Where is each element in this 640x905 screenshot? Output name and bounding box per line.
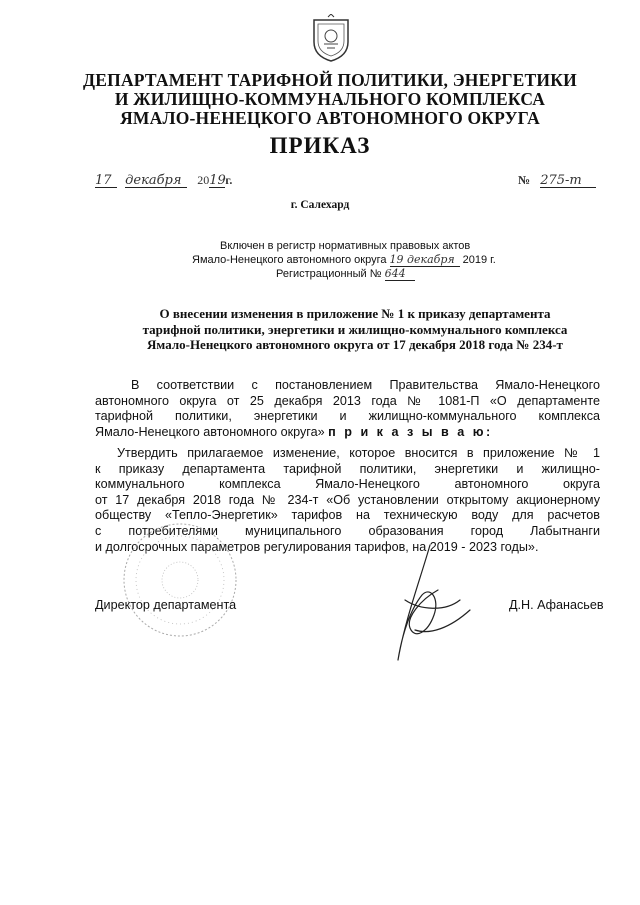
order-date xyxy=(95,173,232,188)
org-name-line-2: И ЖИЛИЩНО-КОММУНАЛЬНОГО КОМПЛЕКСА xyxy=(114,89,546,109)
preamble-paragraph xyxy=(95,378,600,440)
coat-of-arms-icon xyxy=(310,14,352,62)
signatory-position: Директор департамента xyxy=(95,598,237,612)
preamble-line: Ямало-Ненецкого автономного округа» xyxy=(95,424,325,439)
handwritten-signature-icon xyxy=(360,540,480,670)
preamble-line: автономного округа от 25 декабря 2013 года № 1081-П «О департаменте xyxy=(95,393,600,408)
org-name-line-1: ДЕПАРТАМЕНТ ТАРИФНОЙ ПОЛИТИКИ, ЭНЕРГЕТИКИ xyxy=(83,70,577,90)
date-month: декабря xyxy=(125,175,187,188)
registry-line-2-prefix: Ямало-Ненецкого автономного округа xyxy=(192,254,387,266)
order-line: Утвердить прилагаемое изменение, которое вносится в приложение № 1 xyxy=(117,446,600,460)
org-name-line-3: ЯМАЛО-НЕНЕЦКОГО АВТОНОМНОГО ОКРУГА xyxy=(120,108,540,128)
date-year-unit: г. xyxy=(225,173,233,187)
registry-line-2-suffix: 2019 г. xyxy=(462,254,496,266)
number-label: № xyxy=(518,173,531,187)
subject-line: Ямало-Ненецкого автономного округа от 17 декабря 2018 года № 234-т xyxy=(147,337,563,352)
registry-line-2 xyxy=(192,254,496,267)
preamble-line: В соответствии с постановлением Правительства Ямало-Ненецкого xyxy=(131,378,600,392)
order-line: и долгосрочных параметров регулирования тарифов, на 2019 - 2023 годы». xyxy=(95,539,539,554)
registry-date: 19 декабря xyxy=(390,254,460,267)
registry-line-3 xyxy=(276,268,415,281)
order-word: п р и к а з ы в а ю: xyxy=(328,424,493,439)
order-line: коммунального комплекса Ямало-Ненецкого автономного округа xyxy=(95,477,600,492)
number-value: 275-т xyxy=(540,175,596,188)
registry-number-label: Регистрационный № xyxy=(276,268,382,280)
city: г. Салехард xyxy=(290,199,350,211)
order-line: от 17 декабря 2018 года № 234-т «Об установлении открытому акционерному xyxy=(95,492,600,507)
date-year-prefix: 20 xyxy=(197,173,210,187)
date-year-suffix: 19 xyxy=(209,173,226,188)
order-number xyxy=(518,173,596,188)
subject-line: О внесении изменения в приложение № 1 к приказу департамента xyxy=(159,306,551,321)
order-subject xyxy=(95,306,615,353)
round-stamp-icon xyxy=(120,520,240,640)
date-day: 17 xyxy=(95,175,117,188)
order-line: к приказу департамента тарифной политики, энергетики и жилищно- xyxy=(95,461,600,476)
order-line: с потребителями муниципального образования город Лабытнанги xyxy=(95,523,600,538)
order-line: обществу «Тепло-Энергетик» тарифов на техническую воду для расчетов xyxy=(95,508,600,523)
preamble-line: тарифной политики, энергетики и жилищно-коммунального комплекса xyxy=(95,409,600,424)
subject-line: тарифной политики, энергетики и жилищно-коммунального комплекса xyxy=(142,321,568,337)
document-type-title: ПРИКАЗ xyxy=(269,133,371,158)
registry-line-1: Включен в регистр нормативных правовых актов xyxy=(220,240,471,252)
signatory-name: Д.Н. Афанасьев xyxy=(509,598,604,612)
registry-number: 644 xyxy=(385,268,415,281)
preamble-line-last xyxy=(95,425,600,441)
